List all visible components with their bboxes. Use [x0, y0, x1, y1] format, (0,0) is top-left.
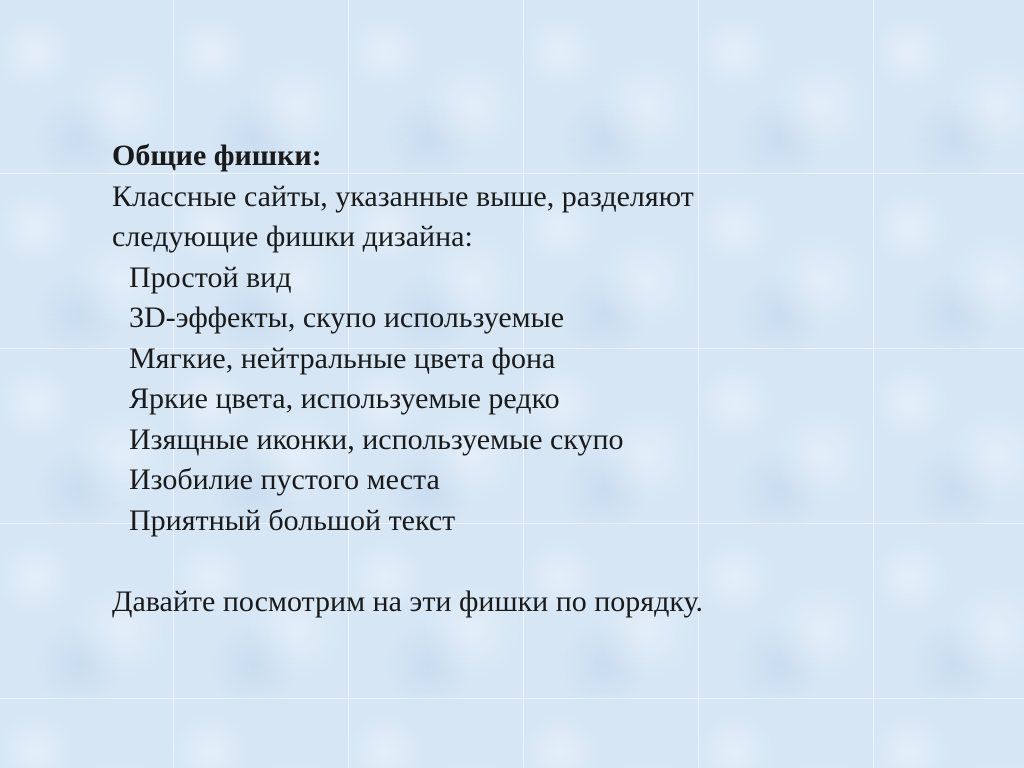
- feature-list: [112, 258, 912, 542]
- feature-item: Яркие цвета, используемые редко: [129, 382, 560, 415]
- slide-body: [112, 136, 912, 622]
- closing-text: Давайте посмотрим на эти фишки по порядку.: [112, 584, 704, 618]
- intro-line: Классные сайты, указанные выше, разделяют: [112, 179, 694, 213]
- intro-line: следующие фишки дизайна:: [112, 220, 473, 253]
- feature-item: Приятный большой текст: [129, 503, 456, 537]
- feature-item: Простой вид: [129, 260, 292, 294]
- slide-heading: Общие фишки:: [112, 139, 322, 172]
- feature-item: Изящные иконки, используемые скупо: [129, 422, 624, 456]
- feature-item: Изобилие пустого места: [129, 463, 440, 496]
- feature-item: 3D-эффекты, скупо используемые: [129, 301, 565, 334]
- feature-item: Мягкие, нейтральные цвета фона: [129, 341, 556, 375]
